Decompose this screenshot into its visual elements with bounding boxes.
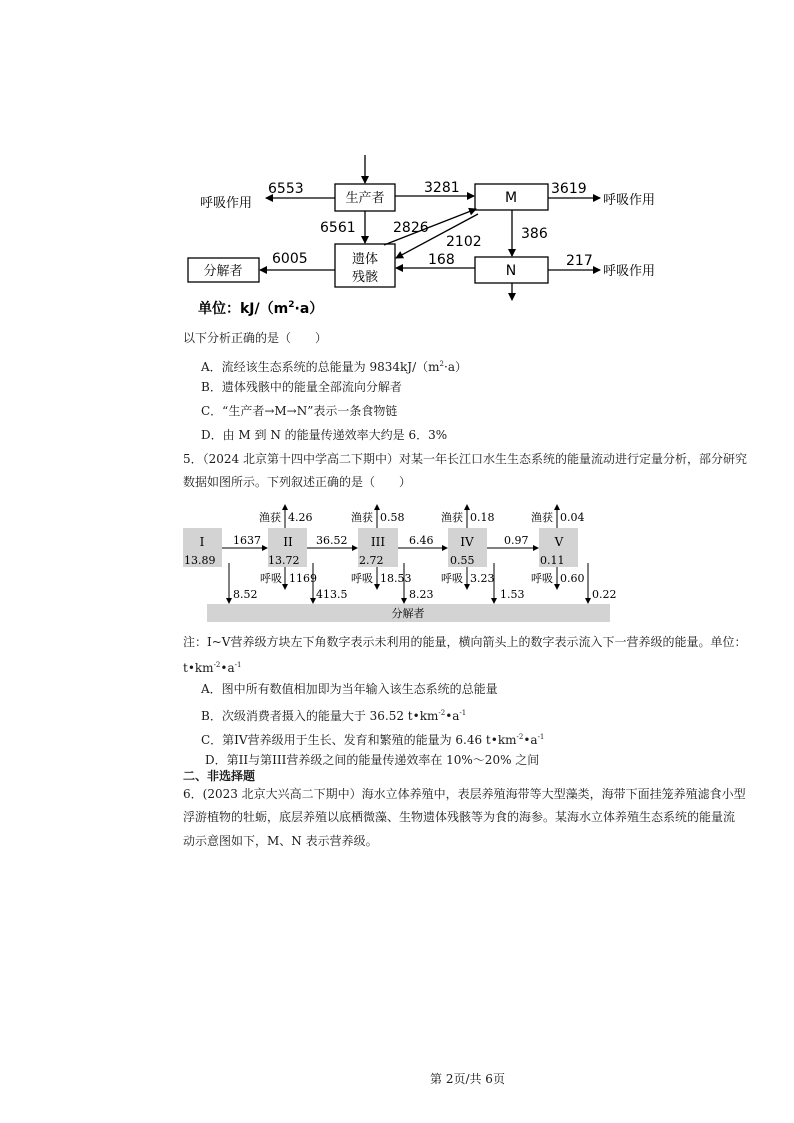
note-unit: $t•km^{-2}•a^{-1}$	[183, 661, 242, 675]
resp-label-4: 呼吸	[441, 572, 463, 585]
resp-label-producer: 呼吸作用	[200, 196, 253, 211]
producer-label: 生产者	[345, 191, 385, 206]
question-6-line-1: 6．(2023 北京大兴高二下期中）海水立体养殖中，表层养殖海带等大型藻类，海带下面挂笼养殖滤食小型	[183, 787, 746, 801]
q4-option-a: A．流经该生态系统的总能量为 $9834kJ/(m^2\cdot a)$	[201, 360, 467, 374]
decomp-3: 8.23	[409, 588, 434, 601]
page-footer: 第 2页/共 6页	[430, 1072, 505, 1086]
catch-label-3: 渔获	[351, 511, 373, 524]
question-5-stem-line2: 数据如图所示。下列叙述正确的是（ ）	[183, 475, 412, 489]
question-5-stem-line1: 5．（2024 北京第十四中学高二下期中）对某一年长江口水生生态系统的能量流动进行定量分析，部分研究	[183, 452, 747, 466]
value-3281: 3281	[424, 180, 460, 196]
resp-label-n: 呼吸作用	[603, 264, 656, 279]
value-2826: 2826	[393, 220, 429, 236]
resp-label-5: 呼吸	[531, 572, 553, 585]
level-3-label: III	[370, 535, 386, 549]
unused-1: 13.89	[184, 554, 216, 567]
catch-5: 0.04	[560, 511, 585, 524]
catch-4: 0.18	[470, 511, 495, 524]
catch-3: 0.58	[380, 511, 405, 524]
unused-3: 2.72	[359, 554, 384, 567]
section-heading-non-choice: 二、非选择题	[183, 769, 256, 783]
decomp-4: 1.53	[500, 588, 525, 601]
flow-3-4: 6.46	[409, 534, 434, 547]
question-6-line-2: 浮游植物的牡蛎，底层养殖以底栖微藻、生物遗体残骸等为食的海参。某海水立体养殖生态系统的能量流	[183, 810, 736, 824]
value-6561: 6561	[320, 220, 356, 236]
q5-option-d: D．第II与第III营养级之间的能量传递效率在 10%～20% 之间	[205, 753, 540, 767]
decomp-5: 0.22	[592, 588, 617, 601]
question-4-stem: 以下分析正确的是（ ）	[183, 331, 328, 345]
value-168: 168	[428, 252, 455, 268]
resp-3: 18.53	[380, 572, 412, 585]
resp-5: 0.60	[560, 572, 585, 585]
resp-label-2: 呼吸	[260, 572, 282, 585]
value-6005: 6005	[272, 251, 308, 267]
unused-2: 13.72	[268, 554, 300, 567]
flow-2-3: 36.52	[316, 534, 348, 547]
note-line-1: 注：I~V营养级方块左下角数字表示未利用的能量，横向箭头上的数字表示流入下一营养级的能量。单位：	[183, 635, 747, 649]
value-386: 386	[521, 226, 548, 242]
remains-label-1: 遗体	[351, 252, 379, 267]
n-label: N	[505, 263, 517, 279]
catch-label-4: 渔获	[441, 511, 463, 524]
value-3619: 3619	[551, 181, 587, 197]
resp-4: 3.23	[470, 572, 495, 585]
q4-option-b: B．遗体残骸中的能量全部流向分解者	[201, 380, 402, 394]
value-217: 217	[566, 253, 593, 269]
resp-label-m: 呼吸作用	[603, 193, 656, 208]
resp-2: 1169	[289, 572, 317, 585]
level-5-label: V	[554, 535, 564, 549]
unused-4: 0.55	[450, 554, 475, 567]
decomposer-bar-label: 分解者	[391, 607, 425, 620]
value-6553: 6553	[268, 181, 304, 197]
level-2-label: II	[283, 535, 293, 549]
m-label: M	[504, 190, 518, 206]
decomp-2: 413.5	[316, 588, 348, 601]
level-4-label: IV	[460, 535, 474, 549]
q4-option-c: C．“生产者→M→N”表示一条食物链	[201, 404, 398, 418]
unused-5: 0.11	[540, 554, 565, 567]
catch-2: 4.26	[288, 511, 313, 524]
question-6-line-3: 动示意图如下，M、N 表示营养级。	[183, 834, 378, 848]
resp-label-3: 呼吸	[351, 572, 373, 585]
flow-4-5: 0.97	[504, 534, 529, 547]
q5-option-c: C．第IV营养级用于生长、发育和繁殖的能量为 6.46 $t•km^{-2}•a^{-1}$	[201, 733, 545, 747]
catch-label-5: 渔获	[531, 511, 553, 524]
catch-label-2: 渔获	[259, 511, 281, 524]
remains-label-2: 残骸	[351, 270, 379, 285]
q4-option-d: D．由 M 到 N 的能量传递效率大约是 6．3%	[201, 428, 448, 442]
level-1-label: I	[199, 535, 205, 549]
q5-option-b: B．次级消费者摄入的能量大于 36.52 $t•km^{-2}•a^{-1}$	[201, 709, 467, 723]
q5-option-a: A．图中所有数值相加即为当年输入该生态系统的总能量	[201, 682, 498, 696]
decomp-1: 8.52	[233, 588, 258, 601]
decomposer-label: 分解者	[203, 264, 243, 279]
flow-1-2: 1637	[233, 534, 261, 547]
value-2102: 2102	[446, 234, 482, 250]
unit-label: 单位：$kJ/(m^2\cdot a)$	[198, 300, 324, 317]
